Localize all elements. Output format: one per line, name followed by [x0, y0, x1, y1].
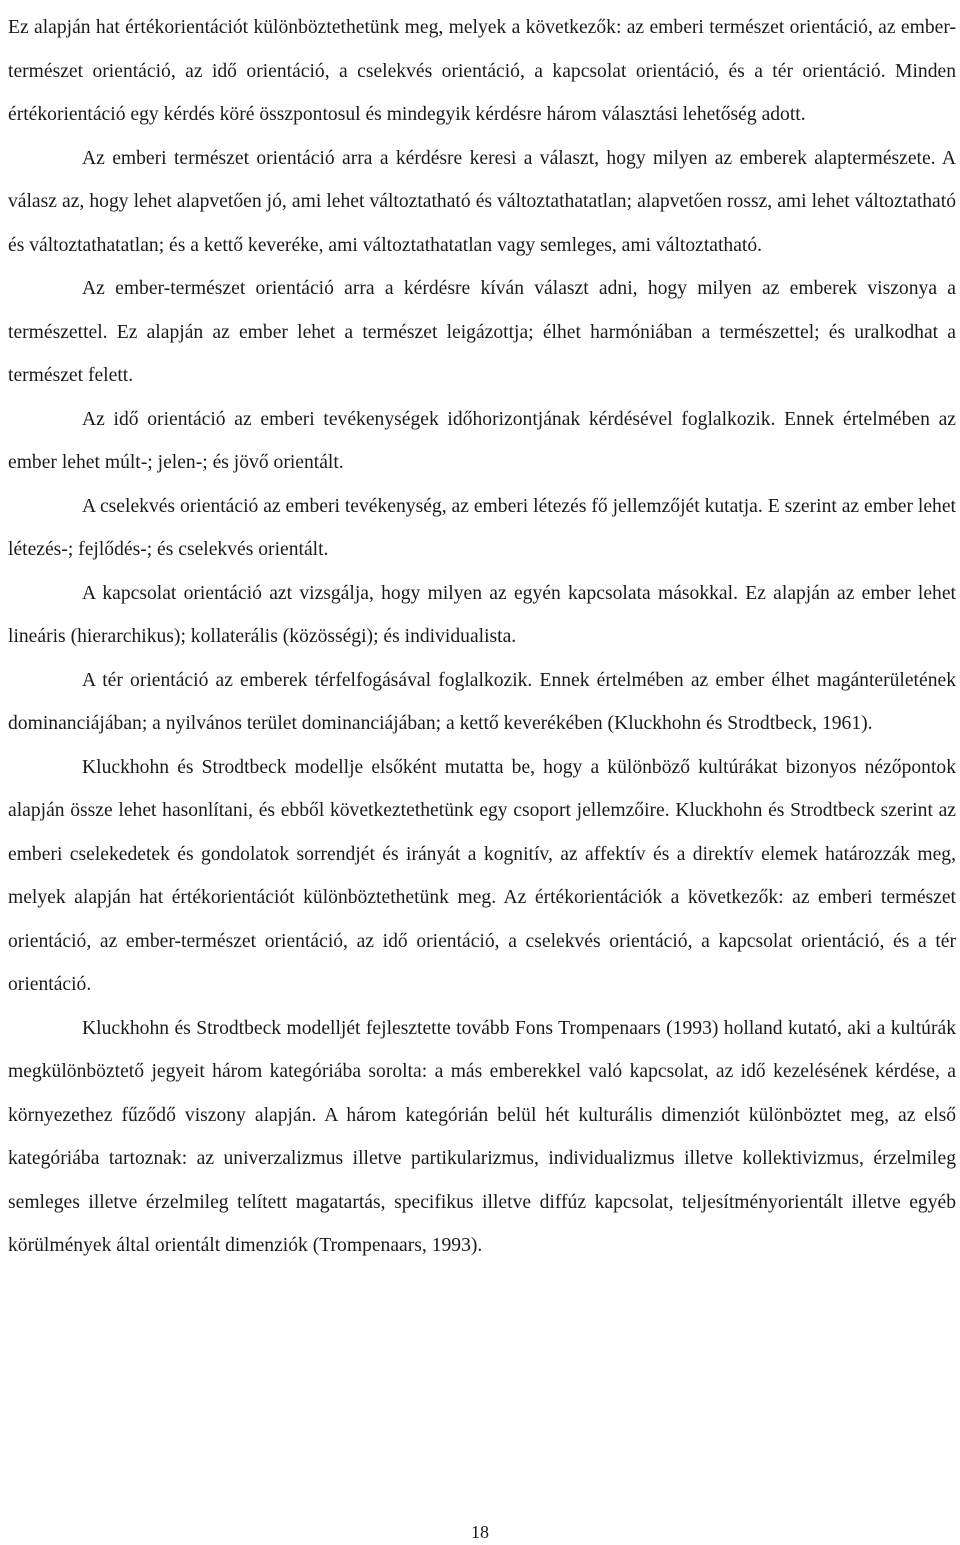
page-number: 18 — [471, 1522, 489, 1542]
paragraph-human-nature: Az emberi természet orientáció arra a kérdésre keresi a választ, hogy milyen az emberek alaptermészete. A válasz az, hogy lehet alapvetően jó, ami lehet változtatható és változtathatatlan; alapvetően rossz, ami lehet változtatható és változtathatatlan; és a kettő keveréke, ami változtathatatlan vagy semleges, ami változtatható. — [8, 147, 956, 256]
paragraph-kluckhohn-model: Kluckhohn és Strodtbeck modellje elsőként mutatta be, hogy a különböző kultúrákat bizonyos nézőpontok alapján össze lehet hasonlítani, és ebből következtethetünk egy csoport jellemzőire. Kluckhohn és Strodtbeck szerint az emberi cselekedetek és gondolatok sorrendjét és irányát a kognitív, az affektív és a direktív elemek határozzák meg, melyek alapján hat értékorientációt különböztethetünk meg. Az értékorientációk a következők: az emberi természet orientáció, az ember-természet orientáció, az idő orientáció, a cselekvés orientáció, a kapcsolat orientáció, és a tér orientáció. — [8, 756, 956, 995]
paragraph-space: A tér orientáció az emberek térfelfogásával foglalkozik. Ennek értelmében az ember élhet magánterületének dominanciájában; a nyilvános terület dominanciájában; a kettő keverékében (Kluckhohn és Strodtbeck, 1961). — [8, 669, 956, 734]
document-body — [8, 6, 956, 1268]
paragraph-activity: A cselekvés orientáció az emberi tevékenység, az emberi létezés fő jellemzőjét kutatja. E szerint az ember lehet létezés-; fejlődés-; és cselekvés orientált. — [8, 495, 956, 560]
paragraph-time: Az idő orientáció az emberi tevékenységek időhorizontjának kérdésével foglalkozik. Ennek értelmében az ember lehet múlt-; jelen-; és jövő orientált. — [8, 408, 956, 473]
paragraph-value-orientations: Ez alapján hat értékorientációt különböztethetünk meg, melyek a következők: az emberi természet orientáció, az ember-természet orientáció, az idő orientáció, a cselekvés orientáció, a kapcsolat orientáció, és a tér orientáció. Minden értékorientáció egy kérdés köré összpontosul és mindegyik kérdésre három választási lehetőség adott. — [8, 17, 956, 125]
paragraph-relational: A kapcsolat orientáció azt vizsgálja, hogy milyen az egyén kapcsolata másokkal. Ez alapján az ember lehet lineáris (hierarchikus); kollaterális (közösségi); és individualista. — [8, 582, 956, 647]
paragraph-man-nature: Az ember-természet orientáció arra a kérdésre kíván választ adni, hogy milyen az emberek viszonya a természettel. Ez alapján az ember lehet a természet leigázottja; élhet harmóniában a természettel; és uralkodhat a természet felett. — [8, 278, 956, 386]
paragraph-trompenaars: Kluckhohn és Strodtbeck modelljét fejlesztette tovább Fons Trompenaars (1993) holland kutató, aki a kultúrák megkülönböztető jegyeit három kategóriába sorolta: a más emberekkel való kapcsolat, az idő kezelésének kérdése, a környezethez fűződő viszony alapján. A három kategórián belül hét kulturális dimenziót különböztet meg, az első kategóriába tartoznak: az univerzalizmus illetve partikularizmus, individualizmus illetve kollektivizmus, érzelmileg semleges illetve érzelmileg telített magatartás, specifikus illetve diffúz kapcsolat, teljesítményorientált illetve egyéb körülmények által orientált dimenziók (Trompenaars, 1993). — [8, 1017, 956, 1256]
